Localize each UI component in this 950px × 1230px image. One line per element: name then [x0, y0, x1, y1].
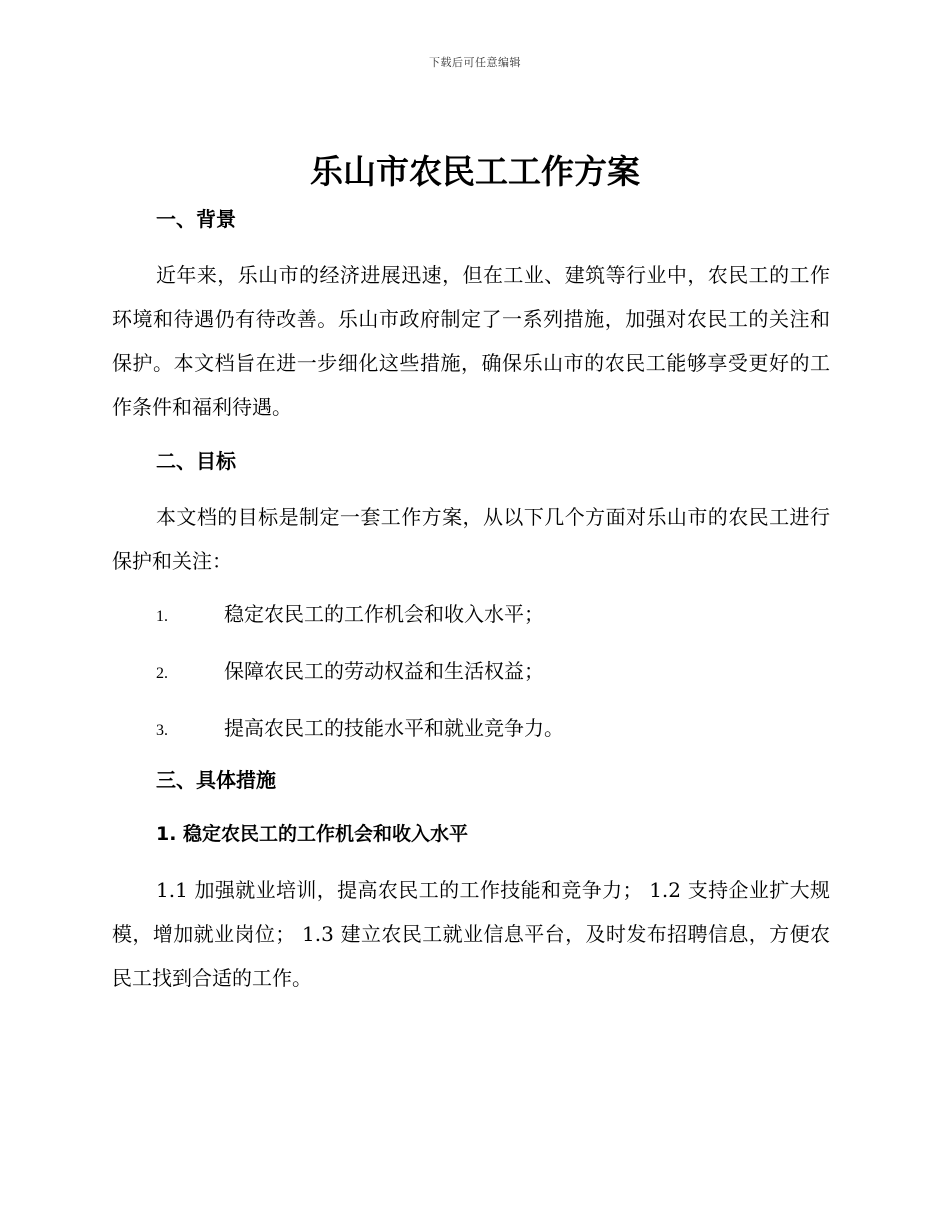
document-body [112, 197, 830, 1000]
subsection-heading-stabilize: 1. 稳定农民工的工作机会和收入水平 [156, 823, 469, 845]
list-item [112, 701, 830, 758]
list-item-text: 保障农民工的劳动权益和生活权益； [224, 659, 544, 683]
goals-paragraph: 本文档的目标是制定一套工作方案，从以下几个方面对乐山市的农民工进行保护和关注： [112, 505, 830, 573]
section-background [112, 197, 830, 429]
section-measures [112, 758, 830, 1000]
section-goals [112, 439, 830, 758]
section-heading-measures: 三、具体措施 [156, 768, 276, 792]
list-item-text: 稳定农民工的工作机会和收入水平； [224, 602, 544, 626]
measures-paragraph: 1.1 加强就业培训，提高农民工的工作技能和竞争力； 1.2 支持企业扩大规模，增加就业岗位； 1.3 建立农民工就业信息平台，及时发布招聘信息，方便农民工找到合适的工作。 [112, 878, 830, 990]
list-item-number: 1. [156, 608, 168, 625]
section-heading-goals: 二、目标 [156, 449, 236, 473]
goals-list [112, 587, 830, 758]
list-item-text: 提高农民工的技能水平和就业竞争力。 [224, 716, 564, 740]
background-paragraph: 近年来，乐山市的经济进展迅速，但在工业、建筑等行业中，农民工的工作环境和待遇仍有待改善。乐山市政府制定了一系列措施，加强对农民工的关注和保护。本文档旨在进一步细化这些措施，确保乐山市的农民工能够享受更好的工作条件和福利待遇。 [112, 263, 830, 419]
document-title: 乐山市农民工工作方案 [310, 152, 640, 191]
section-heading-background: 一、背景 [156, 207, 236, 231]
header-note: 下载后可任意编辑 [429, 56, 521, 69]
list-item-number: 3. [156, 722, 168, 739]
list-item [112, 587, 830, 644]
list-item [112, 644, 830, 701]
list-item-number: 2. [156, 665, 168, 682]
